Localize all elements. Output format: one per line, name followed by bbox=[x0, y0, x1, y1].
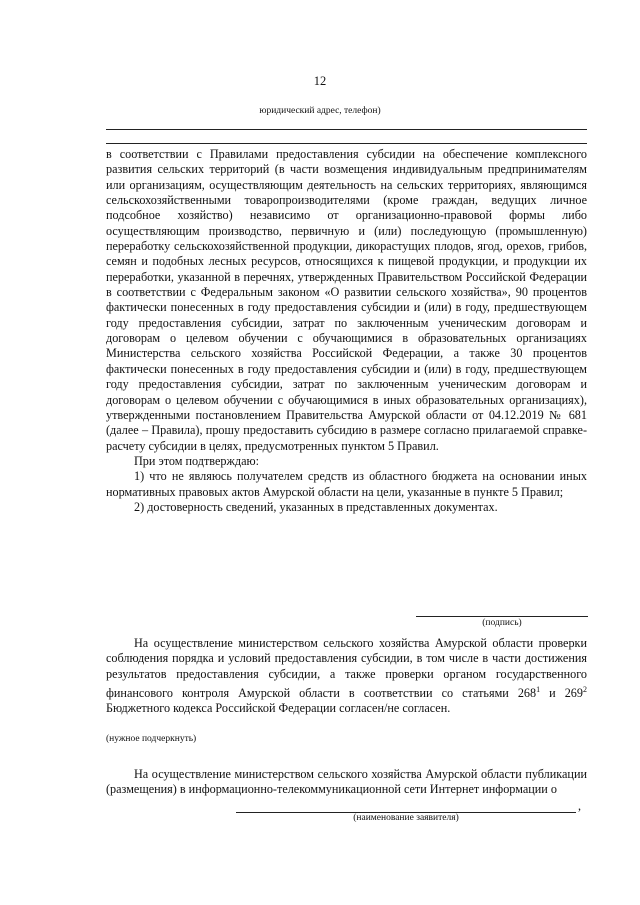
underline-caption: (нужное подчеркнуть) bbox=[106, 734, 197, 744]
signature-line bbox=[416, 616, 588, 617]
signature-caption: (подпись) bbox=[482, 618, 522, 628]
address-fill-line-2 bbox=[106, 143, 587, 144]
confirm-intro: При этом подтверждаю: bbox=[134, 453, 259, 468]
publication-text: На осуществление министерством сельского хозяйства Амурской области публикации (размещения) в информационно-телекоммуникационной сети Интернет информации о bbox=[106, 767, 587, 797]
main-paragraph: в соответствии с Правилами предоставления субсидии на обеспечение комплексного развития сельских территорий (в части возмещения индивидуальным предпринимателям или организациям, осуществляющим деятельность на сельских территориях, являющимся сельскохозяйственными товаропроизводителями (кроме граждан, ведущих личное подсобное хозяйство) независимо от организационно-правовой формы либо осуществляющим производство, первичную и (или) последующую (промышленную) переработку сельскохозяйственной продукции, дикорастущих плодов, ягод, орехов, грибов, семян и подобных лесных ресурсов, относящихся к пищевой продукции, и продукции их переработки, указанной в перечнях, утвержденных Правительством Российской Федерации в соответствии с Федеральным законом «О развитии сельского хозяйства», 90 процентов фактически понесенных в году предоставления субсидии и (или) в году, предшествующем году предоставления субсидии, затрат по заключенным ученическим договорам и договорам о целевом обучении с обучающимися в образовательных организациях Министерства сельского хозяйства Российской Федерации, а также 30 процентов фактически понесенных в году предоставления субсидии и (или) в году, предшествующем году предоставления субсидии, затрат по заключенным ученическим договорам и договорам о целевом обучении с обучающимися в иных образовательных организациях), утвержденными постановлением Правительства Амурской области от 04.12.2019 № 681 (далее – Правила), прошу предоставить субсидию в размере согласно прилагаемой справке-расчету субсидии в целях, предусмотренных пунктом 5 Правил. bbox=[106, 147, 587, 453]
publication-paragraph bbox=[106, 767, 587, 798]
publication-trailing-comma: , bbox=[578, 799, 582, 813]
consent-text-start: На осуществление министерством сельского хозяйства Амурской области проверки соблюдения порядка и условий предоставления субсидии, в том числе в части достижения результатов предоставления субсидии, а также проверки органом государственного финансового контроля Амурской области в соответствии со статьями 268 bbox=[106, 636, 587, 701]
consent-paragraph bbox=[106, 636, 587, 717]
applicant-caption: (наименование заявителя) bbox=[353, 813, 459, 823]
confirm-item-1: 1) что не являюсь получателем средств из областного бюджета на основании иных нормативных правовых актов Амурской области на цели, указанные в пункте 5 Правил; bbox=[106, 469, 587, 499]
consent-text-and: и 269 bbox=[540, 686, 583, 701]
address-caption: юридический адрес, телефон) bbox=[259, 106, 381, 116]
confirm-item-2: 2) достоверность сведений, указанных в представленных документах. bbox=[134, 499, 498, 514]
page-number: 12 bbox=[313, 74, 327, 88]
address-fill-line-1 bbox=[106, 129, 587, 130]
consent-sup-2: 2 bbox=[582, 685, 587, 695]
consent-sup-1: 1 bbox=[536, 685, 541, 695]
consent-text-end: Бюджетного кодекса Российской Федерации согласен/не согласен. bbox=[106, 701, 451, 716]
application-body bbox=[106, 147, 587, 515]
